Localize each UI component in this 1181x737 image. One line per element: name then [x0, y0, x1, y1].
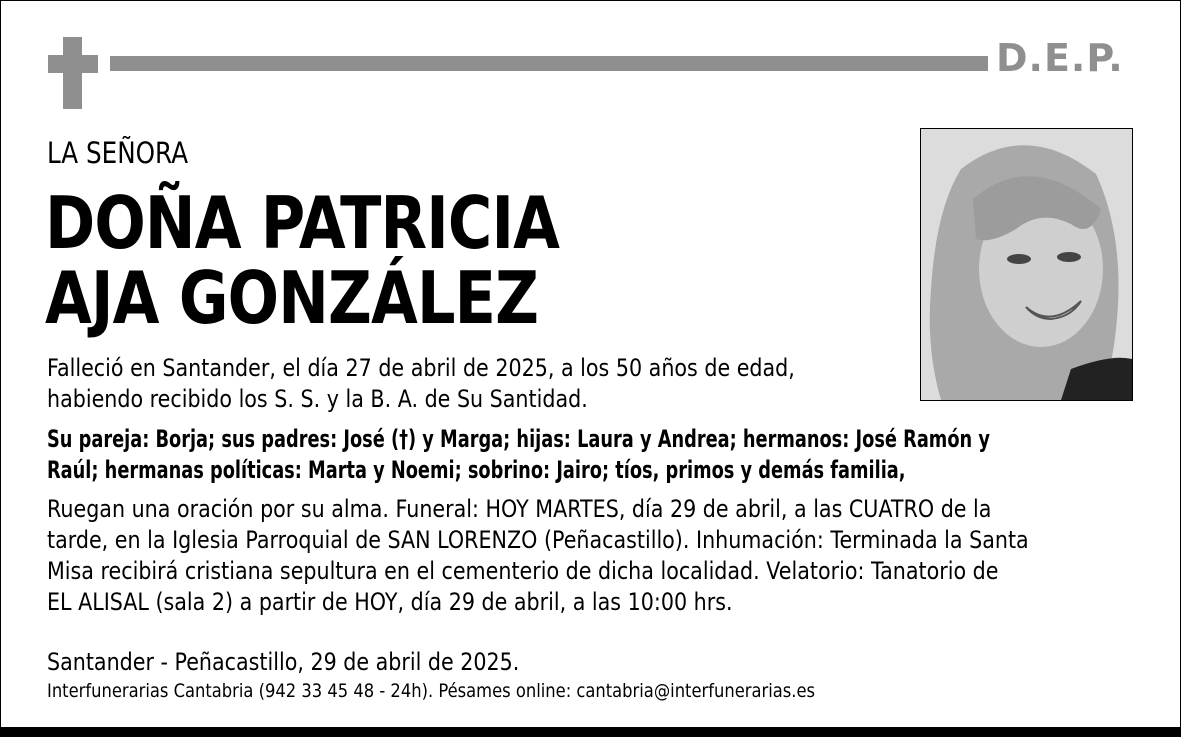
family-list — [47, 424, 990, 486]
cross-icon-arm — [48, 55, 98, 73]
portrait-illustration — [921, 129, 1132, 400]
deceased-photo — [920, 128, 1133, 401]
funeral-line: EL ALISAL (sala 2) a partir de HOY, día 29 de abril, a las 10:00 hrs. — [47, 588, 733, 616]
death-notice-line: Falleció en Santander, el día 27 de abril de 2025, a los 50 años de edad, — [47, 354, 795, 382]
funeral-details — [47, 494, 1029, 618]
footer-contact: Interfunerarias Cantabria (942 33 45 48 - 24h). Pésames online: cantabria@interfunerarias.es — [47, 680, 816, 702]
family-line: Su pareja: Borja; sus padres: José (†) y Marga; hijas: Laura y Andrea; hermanos: José Ramón y — [47, 425, 990, 453]
bottom-border — [0, 727, 1181, 737]
honorific: LA SEÑORA — [47, 136, 189, 170]
death-notice — [47, 353, 795, 415]
place-date: Santander - Peñacastillo, 29 de abril de 2025. — [47, 648, 520, 676]
funeral-line: Misa recibirá cristiana sepultura en el cementerio de dicha localidad. Velatorio: Tanatorio de — [47, 557, 999, 585]
family-line: Raúl; hermanas políticas: Marta y Noemi; sobrino: Jairo; tíos, primos y demás familia, — [47, 456, 906, 484]
header-rule — [110, 56, 988, 71]
cross-icon — [63, 37, 82, 109]
deceased-name-first: DOÑA PATRICIA — [45, 181, 560, 265]
death-notice-line: habiendo recibido los S. S. y la B. A. de Su Santidad. — [47, 385, 588, 413]
deceased-name-last: AJA GONZÁLEZ — [45, 256, 539, 340]
funeral-line: Ruegan una oración por su alma. Funeral: HOY MARTES, día 29 de abril, a las CUATRO de la — [47, 495, 992, 523]
funeral-line: tarde, en la Iglesia Parroquial de SAN LORENZO (Peñacastillo). Inhumación: Terminada la Santa — [47, 526, 1029, 554]
dep-label: D.E.P. — [996, 36, 1124, 80]
